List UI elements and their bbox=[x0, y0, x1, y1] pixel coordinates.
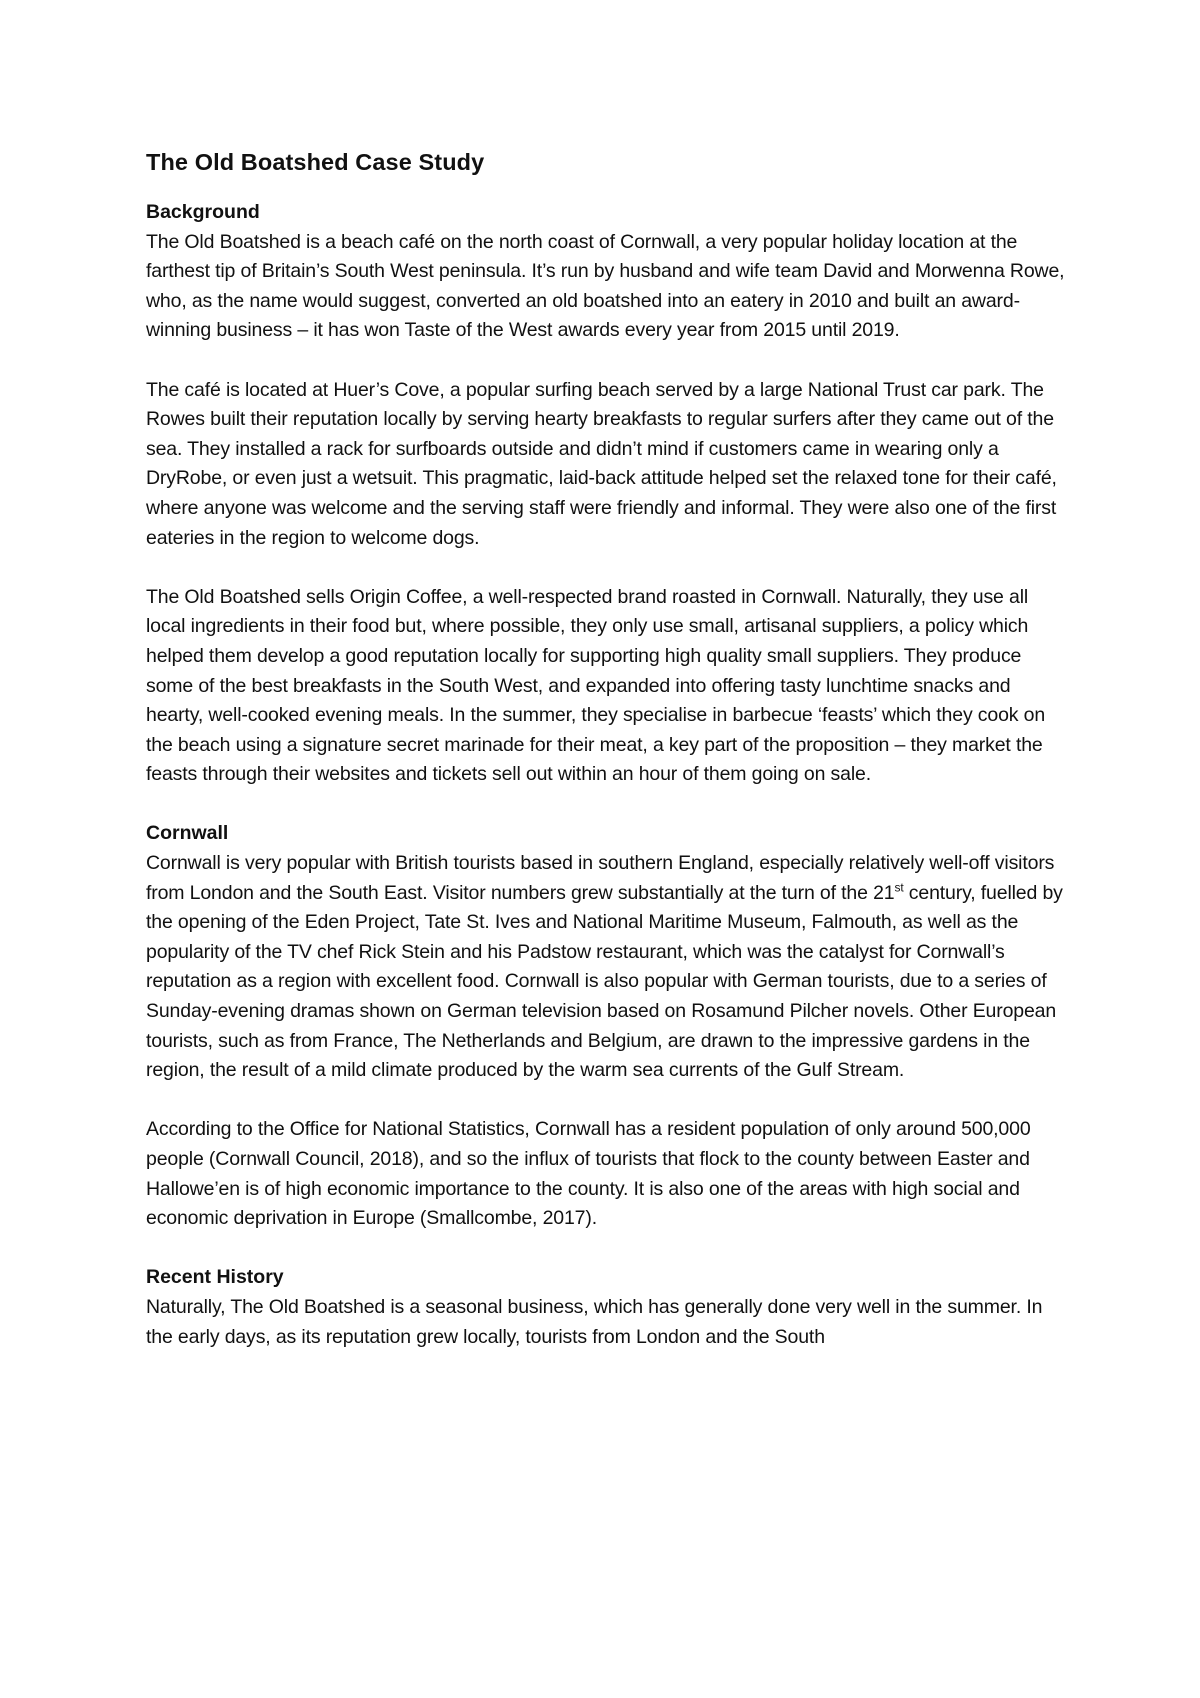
paragraph-spacer bbox=[146, 1086, 1066, 1116]
cornwall-paragraph-1 bbox=[146, 849, 1066, 1086]
section-heading-cornwall: Cornwall bbox=[146, 822, 229, 845]
section-spacer bbox=[146, 790, 1066, 820]
background-paragraph-2: The café is located at Huer’s Cove, a popular surfing beach served by a large National Trust car park. The Rowes built their reputation locally by serving hearty breakfasts to regular surfers after they came out of the sea. They installed a rack for surfboards outside and didn’t mind if customers came in wearing only a DryRobe, or even just a wetsuit. This pragmatic, laid-back attitude helped set the relaxed tone for their café, where anyone was welcome and the serving staff were friendly and informal. They were also one of the first eateries in the region to welcome dogs. bbox=[146, 378, 1057, 549]
paragraph-spacer bbox=[146, 553, 1066, 583]
recent-history-paragraph-1: Naturally, The Old Boatshed is a seasonal business, which has generally done very well in the summer. In the early days, as its reputation grew locally, tourists from London and the South bbox=[146, 1295, 1043, 1348]
cornwall-text-end: century, fuelled by the opening of the Eden Project, Tate St. Ives and National Maritime Museum, Falmouth, as well as the popularity of the TV chef Rick Stein and his Padstow restaurant, which was the catalyst for Cornwall’s reputation as a region with excellent food. Cornwall is also popular with German tourists, due to a series of Sunday-evening dramas shown on German television based on Rosamund Pilcher novels. Other European tourists, such as from France, The Netherlands and Belgium, are drawn to the impressive gardens in the region, the result of a mild climate produced by the warm sea currents of the Gulf Stream. bbox=[146, 881, 1063, 1082]
section-spacer bbox=[146, 1234, 1066, 1264]
background-paragraph-3: The Old Boatshed sells Origin Coffee, a well-respected brand roasted in Cornwall. Naturally, they use all local ingredients in their food but, where possible, they only use small, artisanal suppliers, a policy which helped them develop a good reputation locally for supporting high quality small suppliers. They produce some of the best breakfasts in the South West, and expanded into offering tasty lunchtime snacks and hearty, well-cooked evening meals. In the summer, they specialise in barbecue ‘feasts’ which they cook on the beach using a signature secret marinade for their meat, a key part of the proposition – they market the feasts through their websites and tickets sell out within an hour of them going on sale. bbox=[146, 585, 1046, 786]
section-cornwall bbox=[146, 819, 1066, 1233]
document-page bbox=[146, 146, 1066, 1352]
section-heading-recent-history: Recent History bbox=[146, 1266, 284, 1289]
cornwall-text-start: Cornwall is very popular with British tourists based in southern England, especially relatively well-off visitors from London and the South East. Visitor numbers grew substantially at the turn of the 21 bbox=[146, 852, 1055, 904]
ordinal-superscript: st bbox=[894, 880, 904, 895]
section-background bbox=[146, 198, 1066, 790]
document-title: The Old Boatshed Case Study bbox=[146, 149, 485, 175]
section-heading-background: Background bbox=[146, 201, 260, 223]
paragraph-spacer bbox=[146, 346, 1066, 376]
cornwall-paragraph-2: According to the Office for National Statistics, Cornwall has a resident population of only around 500,000 people (Cornwall Council, 2018), and so the influx of tourists that flock to the county between Easter and Hallowe’en is of high economic importance to the county. It is also one of the areas with high social and economic deprivation in Europe (Smallcombe, 2017). bbox=[146, 1118, 1031, 1230]
section-recent-history bbox=[146, 1263, 1066, 1352]
background-paragraph-1: The Old Boatshed is a beach café on the north coast of Cornwall, a very popular holiday location at the farthest tip of Britain’s South West peninsula. It’s run by husband and wife team David and Morwenna Rowe, who, as the name would suggest, converted an old boatshed into an eatery in 2010 and built an award-winning business – it has won Taste of the West awards every year from 2015 until 2019. bbox=[146, 230, 1065, 342]
